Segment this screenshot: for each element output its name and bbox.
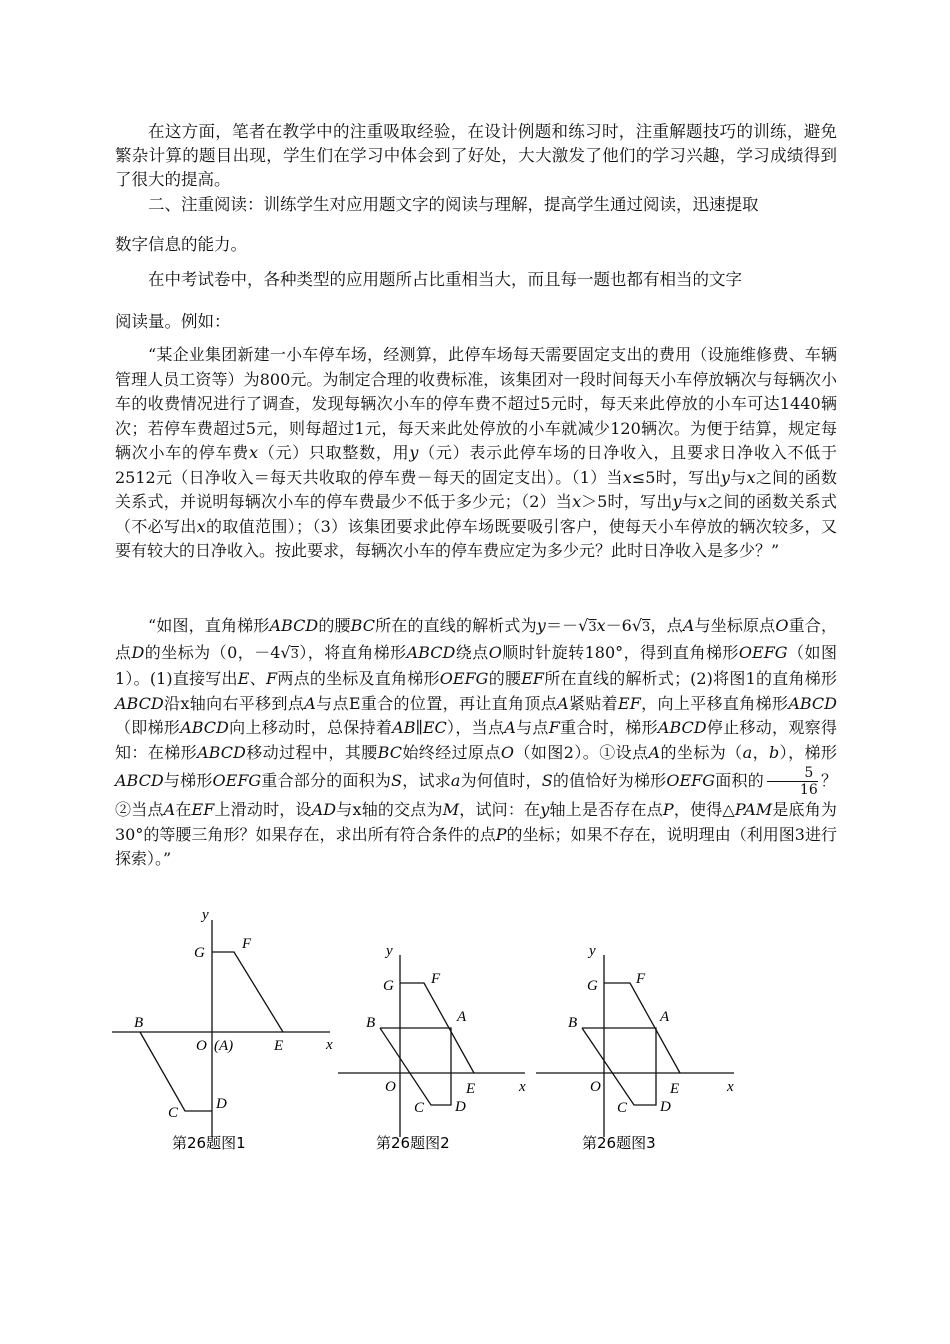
fig2-label-e: E: [466, 1081, 476, 1097]
fig3-label-c: C: [617, 1100, 628, 1116]
fig3-caption: 第26题图3: [582, 1134, 656, 1152]
fig3-label-x: x: [727, 1079, 734, 1095]
fig1-label-o: O: [196, 1038, 207, 1054]
fig2-label-a: A: [457, 1009, 467, 1025]
fig1-label-f: F: [242, 936, 252, 952]
figures-panel: [0, 905, 950, 1175]
fig1-caption: 第26题图1: [172, 1134, 246, 1152]
sqrt-symbol: √: [578, 616, 589, 635]
fig3-label-e: E: [670, 1081, 680, 1097]
quote-trapezoid-problem: “如图，直角梯形ABCD的腰BC所在的直线的解析式为y＝－√3x－6√3，点A与坐标原点O重合，点D的坐标为（0，－4√3），将直角梯形ABCD绕点O顺时针旋转180°，得到直角梯形OEFG（如图1）。(1)直接写出E、F两点的坐标及直角梯形OEFG的腰EF所在直线的解析式；(2)将图1的直角梯形ABCD沿x轴向右平移到点A与点E重合的位置，再让直角顶点A紧贴着EF，向上平移直角梯形ABCD（即梯形ABCD向上移动时，总保持着AB∥EC），当点A与点F重合时，梯形ABCD停止移动，观察得知：在梯形ABCD移动过程中，其腰BC始终经过原点O（如图2）。①设点A的坐标为（a，b），梯形ABCD与梯形OEFG重合部分的面积为S，试求a为何值时，S的值恰好为梯形OEFG面积的 $\frac{5}{16}$ ？②当点A在EF上滑动时，设AD与x轴的交点为M，试问：在y轴上是否存在点P，使得△PAM是底角为30°的等腰三角形？如果存在，求出所有符合条件的点P的坐标；如果不存在，说明理由（利用图3进行探索）。”: [115, 616, 837, 868]
fig1-label-e: E: [274, 1038, 284, 1054]
fig3-label-d: D: [660, 1099, 671, 1115]
fig1-label-c: C: [168, 1105, 179, 1121]
paragraph-exam: 在中考试卷中，各种类型的应用题所占比重相当大，而且每一题也都有相当的文字: [148, 270, 742, 289]
fig1-label-oa: (A): [214, 1038, 234, 1054]
paragraph-section-two: 二、注重阅读：训练学生对应用题文字的阅读与理解，提高学生通过阅读，迅速提取: [148, 195, 759, 214]
fig2-label-o: O: [385, 1079, 396, 1095]
paragraph-section-two-end: 数字信息的能力。: [115, 235, 247, 254]
paragraph-exam-end: 阅读量。例如：: [115, 312, 231, 331]
fig2-caption: 第26题图2: [376, 1134, 450, 1152]
fig1-label-d: D: [216, 1096, 227, 1112]
fig3-label-b: B: [568, 1015, 578, 1031]
fig2-label-g: G: [383, 978, 394, 994]
fig1-label-y: y: [202, 907, 209, 923]
fig1-label-x: x: [326, 1037, 333, 1053]
fig2-label-x: x: [519, 1079, 526, 1095]
figure-3: [536, 955, 734, 1137]
fig2-label-b: B: [366, 1015, 376, 1031]
fig2-label-c: C: [414, 1100, 425, 1116]
quote-parking-problem: “某企业集团新建一小车停车场，经测算，此停车场每天需要固定支出的费用（设施维修费、车辆管理人员工资等）为800元。为制定合理的收费标准，该集团对一段时间每天小车停放辆次与每辆次小车的收费情况进行了调查，发现每辆次小车的停车费不超过5元时，每天来此停放的小车可达1440辆次；若停车费超过5元，则每超过1元，每天来此处停放的小车就减少120辆次。为便于结算，规定每辆次小车的停车费x（元）只取整数，用y（元）表示此停车场的日净收入，且要求日净收入不低于2512元（日净收入＝每天共收取的停车费－每天的固定支出）。（1）当x≤5时，写出y与x之间的函数关系式，并说明每辆次小车的停车费最少不低于多少元；（2）当x＞5时，写出y与x之间的函数关系式（不必写出x的取值范围）；（3）该集团要求此停车场既要吸引客户，使每天小车停放的辆次较多，又要有较大的日净收入。按此要求，每辆次小车的停车费应定为多少元？此时日净收入是多少？”: [115, 345, 837, 560]
fig3-label-y: y: [589, 943, 596, 959]
fig3-label-f: F: [636, 971, 646, 987]
fig2-label-d: D: [455, 1099, 466, 1115]
paragraph-intro: 在这方面，笔者在教学中的注重吸取经验，在设计例题和练习时，注重解题技巧的训练，避免繁杂计算的题目出现，学生们在学习中体会到了好处，大大激发了他们的学习兴趣，学习成绩得到了很大的提高。: [115, 122, 837, 189]
fig1-trapezoid-oefg: [212, 952, 283, 1032]
fig2-label-y: y: [386, 943, 393, 959]
fig2-label-f: F: [431, 971, 441, 987]
fig1-label-g: G: [194, 945, 205, 961]
fig1-label-b: B: [134, 1015, 144, 1031]
fig3-label-a: A: [660, 1009, 670, 1025]
fig3-label-g: G: [587, 978, 598, 994]
fig3-label-o: O: [590, 1079, 601, 1095]
fraction-five-sixteenths: $\frac{5}{16}$: [767, 765, 818, 798]
